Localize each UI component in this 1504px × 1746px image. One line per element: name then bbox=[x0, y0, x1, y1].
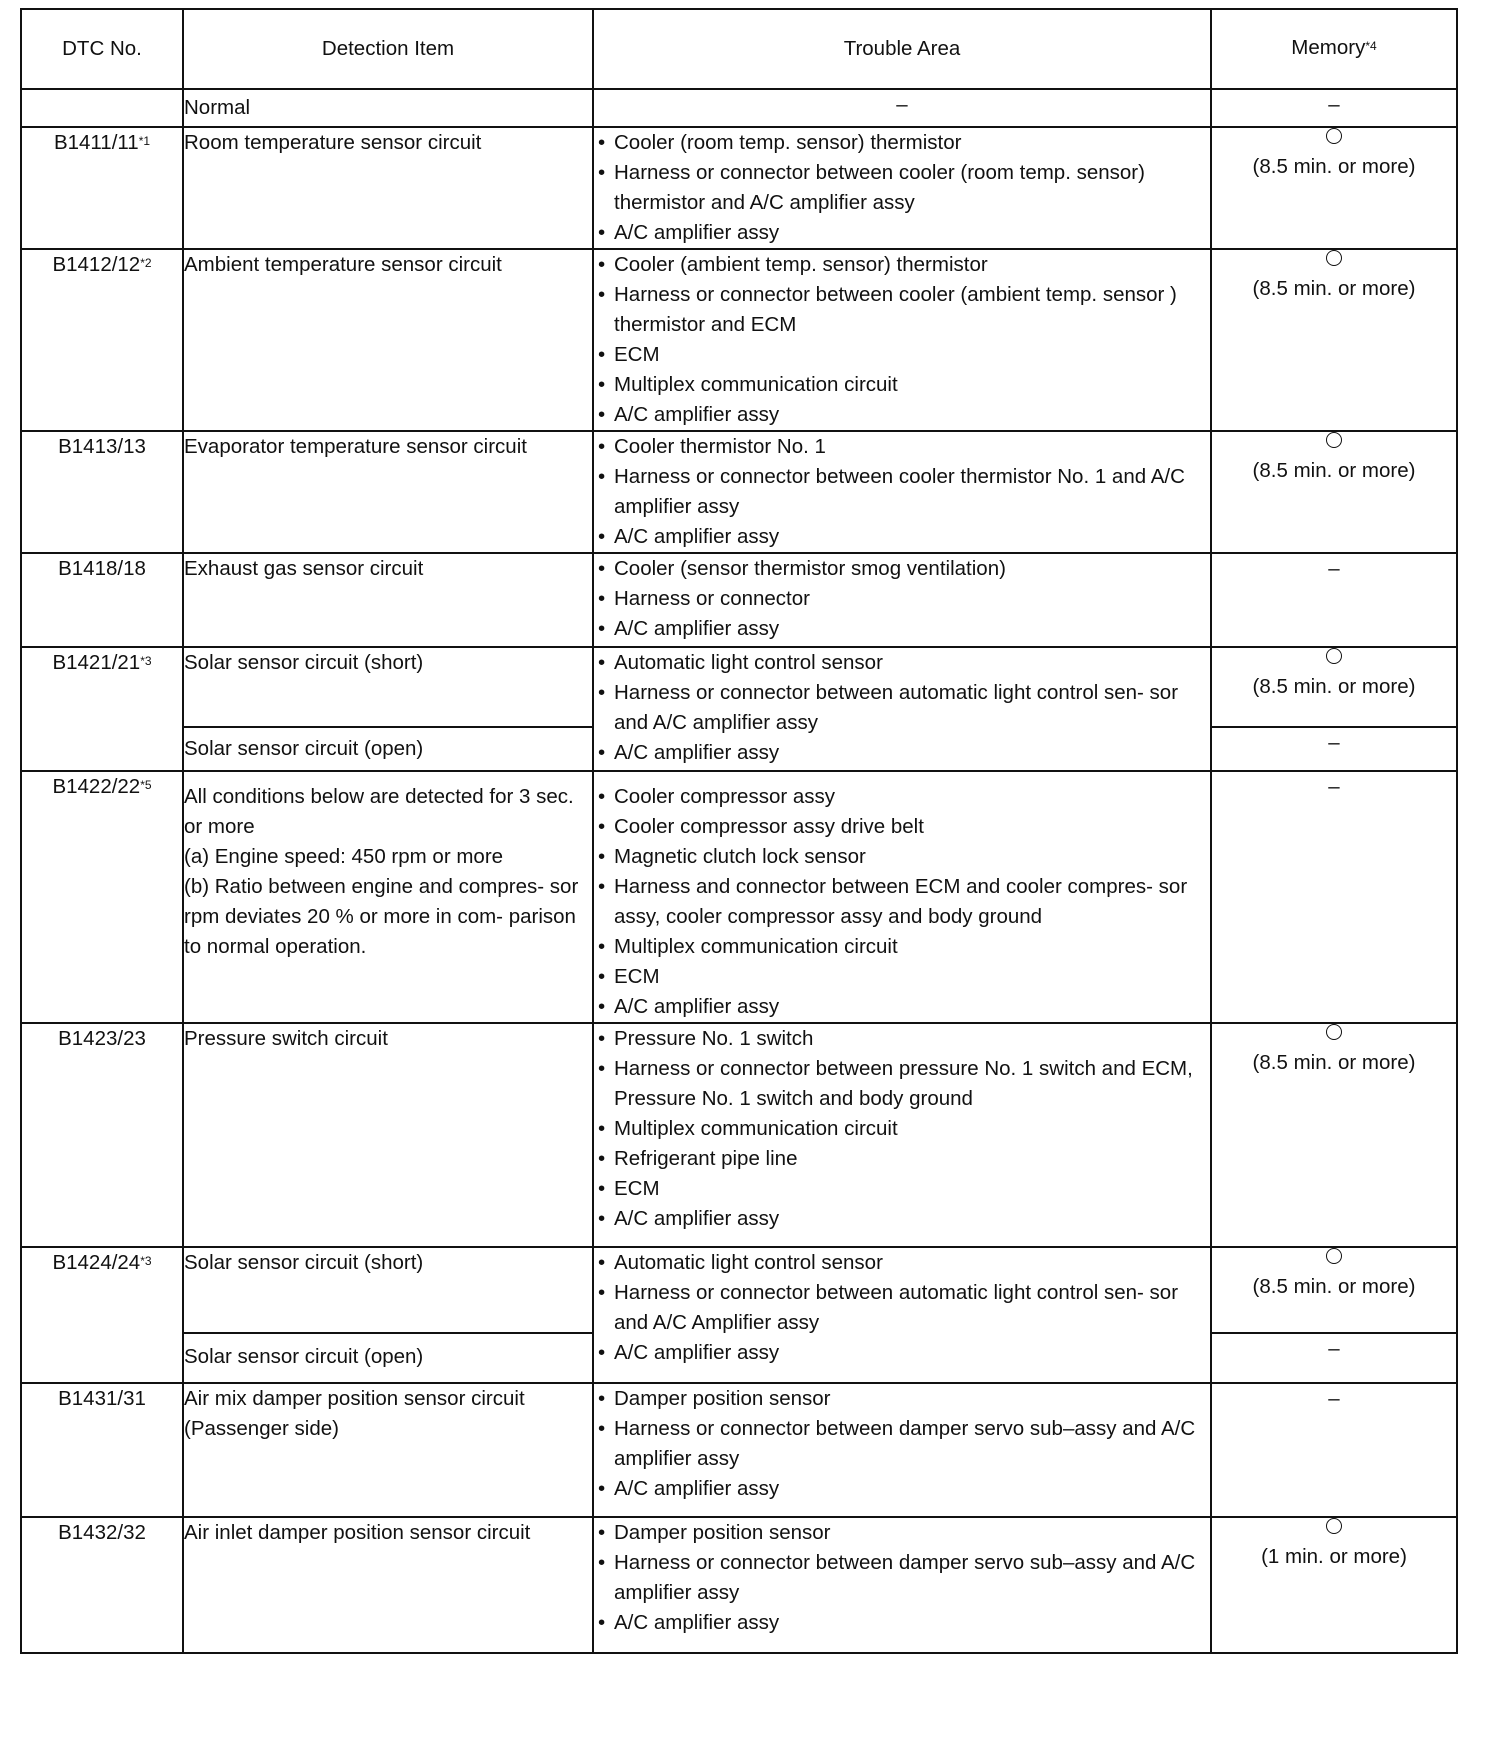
trouble-area-item: • Cooler compressor assy drive belt bbox=[594, 812, 1210, 842]
dtc-cell-empty bbox=[21, 89, 183, 127]
trouble-area bbox=[593, 553, 1211, 647]
dtc-code: B1421/21$^{*3}$ bbox=[21, 647, 183, 771]
circle-icon bbox=[1326, 648, 1342, 664]
table-row bbox=[21, 1383, 1457, 1517]
detection-item: Solar sensor circuit (short) bbox=[183, 1247, 593, 1333]
table-row bbox=[21, 431, 1457, 553]
table-row bbox=[21, 647, 1457, 727]
memory-cell: (8.5 min. or more) bbox=[1211, 1247, 1457, 1333]
trouble-area-item: • Damper position sensor bbox=[594, 1518, 1210, 1548]
memory-cell: (8.5 min. or more) bbox=[1211, 647, 1457, 727]
table-row bbox=[21, 127, 1457, 249]
detection-item-line: (b) Ratio between engine and compres- sor rpm deviates 20 % or more in com- parison to normal operation. bbox=[184, 875, 579, 958]
trouble-area-item: • Multiplex communication circuit bbox=[594, 932, 1210, 962]
trouble-area-item: • A/C amplifier assy bbox=[594, 218, 1210, 248]
trouble-area-item: • A/C amplifier assy bbox=[594, 1608, 1210, 1638]
trouble-area bbox=[593, 249, 1211, 431]
memory-cell: – bbox=[1211, 727, 1457, 771]
detection-item-normal: Normal bbox=[183, 89, 593, 127]
detection-item: Solar sensor circuit (open) bbox=[183, 727, 593, 771]
trouble-area-item: • Harness or connector between automatic light control sen- sor and A/C Amplifier assy bbox=[594, 1278, 1210, 1338]
dtc-code: B1412/12$^{*2}$ bbox=[21, 249, 183, 431]
trouble-area bbox=[593, 431, 1211, 553]
detection-item: Solar sensor circuit (open) bbox=[183, 1333, 593, 1383]
dtc-code: B1431/31 bbox=[21, 1383, 183, 1517]
trouble-area-item: • Multiplex communication circuit bbox=[594, 370, 1210, 400]
trouble-area bbox=[593, 1247, 1211, 1383]
trouble-area-item: • Harness or connector between damper servo sub–assy and A/C amplifier assy bbox=[594, 1414, 1210, 1474]
dtc-code: B1423/23 bbox=[21, 1023, 183, 1247]
trouble-area-item: • Automatic light control sensor bbox=[594, 648, 1210, 678]
trouble-area-item: • A/C amplifier assy bbox=[594, 400, 1210, 430]
trouble-area-item: • ECM bbox=[594, 340, 1210, 370]
trouble-area-normal: – bbox=[593, 89, 1211, 127]
trouble-area-item: • Refrigerant pipe line bbox=[594, 1144, 1210, 1174]
detection-item: Exhaust gas sensor circuit bbox=[183, 553, 593, 647]
memory-cell: (8.5 min. or more) bbox=[1211, 249, 1457, 431]
detection-item: Room temperature sensor circuit bbox=[183, 127, 593, 249]
dtc-table bbox=[20, 8, 1458, 1654]
memory-cell: (1 min. or more) bbox=[1211, 1517, 1457, 1653]
trouble-area-item: • Cooler (room temp. sensor) thermistor bbox=[594, 128, 1210, 158]
trouble-area-item: • Harness or connector between cooler (ambient temp. sensor ) thermistor and ECM bbox=[594, 280, 1210, 340]
dtc-code: B1422/22$^{*5}$ bbox=[21, 771, 183, 1023]
trouble-area-item: • ECM bbox=[594, 962, 1210, 992]
trouble-area-item: • Cooler thermistor No. 1 bbox=[594, 432, 1210, 462]
table-row bbox=[21, 1247, 1457, 1333]
trouble-area-item: • Harness and connector between ECM and cooler compres- sor assy, cooler compressor assy and body ground bbox=[594, 872, 1210, 932]
trouble-area-item: • ECM bbox=[594, 1174, 1210, 1204]
header-trouble-area: Trouble Area bbox=[593, 9, 1211, 89]
table-row bbox=[21, 553, 1457, 647]
trouble-area-item: • Harness or connector between cooler (room temp. sensor) thermistor and A/C amplifier assy bbox=[594, 158, 1210, 218]
dtc-code: B1418/18 bbox=[21, 553, 183, 647]
trouble-area-item: • Magnetic clutch lock sensor bbox=[594, 842, 1210, 872]
trouble-area bbox=[593, 771, 1211, 1023]
trouble-area bbox=[593, 1383, 1211, 1517]
detection-item: Ambient temperature sensor circuit bbox=[183, 249, 593, 431]
trouble-area-item: • Cooler compressor assy bbox=[594, 782, 1210, 812]
detection-item: Air mix damper position sensor circuit (Passenger side) bbox=[183, 1383, 593, 1517]
dtc-code: B1411/11$^{*1}$ bbox=[21, 127, 183, 249]
trouble-area-item: • Cooler (sensor thermistor smog ventilation) bbox=[594, 554, 1210, 584]
detection-item: Air inlet damper position sensor circuit bbox=[183, 1517, 593, 1653]
table-row bbox=[21, 1517, 1457, 1653]
trouble-area-item: • Multiplex communication circuit bbox=[594, 1114, 1210, 1144]
dtc-code: B1424/24$^{*3}$ bbox=[21, 1247, 183, 1383]
trouble-area-item: • A/C amplifier assy bbox=[594, 992, 1210, 1022]
detection-item bbox=[183, 771, 593, 1023]
header-memory-note: *4 bbox=[1365, 39, 1377, 53]
trouble-area-item: • Automatic light control sensor bbox=[594, 1248, 1210, 1278]
circle-icon bbox=[1326, 1518, 1342, 1534]
trouble-area bbox=[593, 127, 1211, 249]
detection-item: Evaporator temperature sensor circuit bbox=[183, 431, 593, 553]
memory-cell: – bbox=[1211, 1333, 1457, 1383]
circle-icon bbox=[1326, 432, 1342, 448]
trouble-area bbox=[593, 647, 1211, 771]
trouble-area-item: • A/C amplifier assy bbox=[594, 1338, 1210, 1368]
table-row bbox=[21, 249, 1457, 431]
trouble-area-item: • A/C amplifier assy bbox=[594, 522, 1210, 552]
circle-icon bbox=[1326, 1248, 1342, 1264]
dtc-code: B1413/13 bbox=[21, 431, 183, 553]
circle-icon bbox=[1326, 1024, 1342, 1040]
circle-icon bbox=[1326, 250, 1342, 266]
memory-cell: – bbox=[1211, 771, 1457, 1023]
trouble-area-item: • A/C amplifier assy bbox=[594, 1204, 1210, 1234]
trouble-area-item: • Harness or connector bbox=[594, 584, 1210, 614]
dtc-code: B1432/32 bbox=[21, 1517, 183, 1653]
row-normal bbox=[21, 89, 1457, 127]
header-memory: Memory$^{*4}$ bbox=[1211, 9, 1457, 89]
header-row bbox=[21, 9, 1457, 89]
table-row bbox=[21, 771, 1457, 1023]
detection-item: Pressure switch circuit bbox=[183, 1023, 593, 1247]
trouble-area-item: • A/C amplifier assy bbox=[594, 738, 1210, 768]
detection-item-line: All conditions below are detected for 3 sec. or more bbox=[184, 785, 574, 838]
trouble-area-item: • Damper position sensor bbox=[594, 1384, 1210, 1414]
trouble-area-item: • Harness or connector between pressure No. 1 switch and ECM, Pressure No. 1 switch and body ground bbox=[594, 1054, 1210, 1114]
trouble-area-item: • Pressure No. 1 switch bbox=[594, 1024, 1210, 1054]
trouble-area-item: • Harness or connector between damper servo sub–assy and A/C amplifier assy bbox=[594, 1548, 1210, 1608]
trouble-area-item: • A/C amplifier assy bbox=[594, 1474, 1210, 1504]
header-detection-item: Detection Item bbox=[183, 9, 593, 89]
trouble-area-item: • Harness or connector between cooler thermistor No. 1 and A/C amplifier assy bbox=[594, 462, 1210, 522]
memory-cell: (8.5 min. or more) bbox=[1211, 1023, 1457, 1247]
trouble-area bbox=[593, 1023, 1211, 1247]
memory-cell: – bbox=[1211, 1383, 1457, 1517]
detection-item-line: (a) Engine speed: 450 rpm or more bbox=[184, 845, 504, 868]
trouble-area-item: • A/C amplifier assy bbox=[594, 614, 1210, 644]
trouble-area bbox=[593, 1517, 1211, 1653]
header-dtc-no: DTC No. bbox=[21, 9, 183, 89]
memory-cell: (8.5 min. or more) bbox=[1211, 127, 1457, 249]
trouble-area-item: • Cooler (ambient temp. sensor) thermistor bbox=[594, 250, 1210, 280]
table-row bbox=[21, 1023, 1457, 1247]
detection-item: Solar sensor circuit (short) bbox=[183, 647, 593, 727]
trouble-area-item: • Harness or connector between automatic light control sen- sor and A/C amplifier assy bbox=[594, 678, 1210, 738]
circle-icon bbox=[1326, 128, 1342, 144]
memory-cell: – bbox=[1211, 553, 1457, 647]
memory-normal: – bbox=[1211, 89, 1457, 127]
memory-cell: (8.5 min. or more) bbox=[1211, 431, 1457, 553]
